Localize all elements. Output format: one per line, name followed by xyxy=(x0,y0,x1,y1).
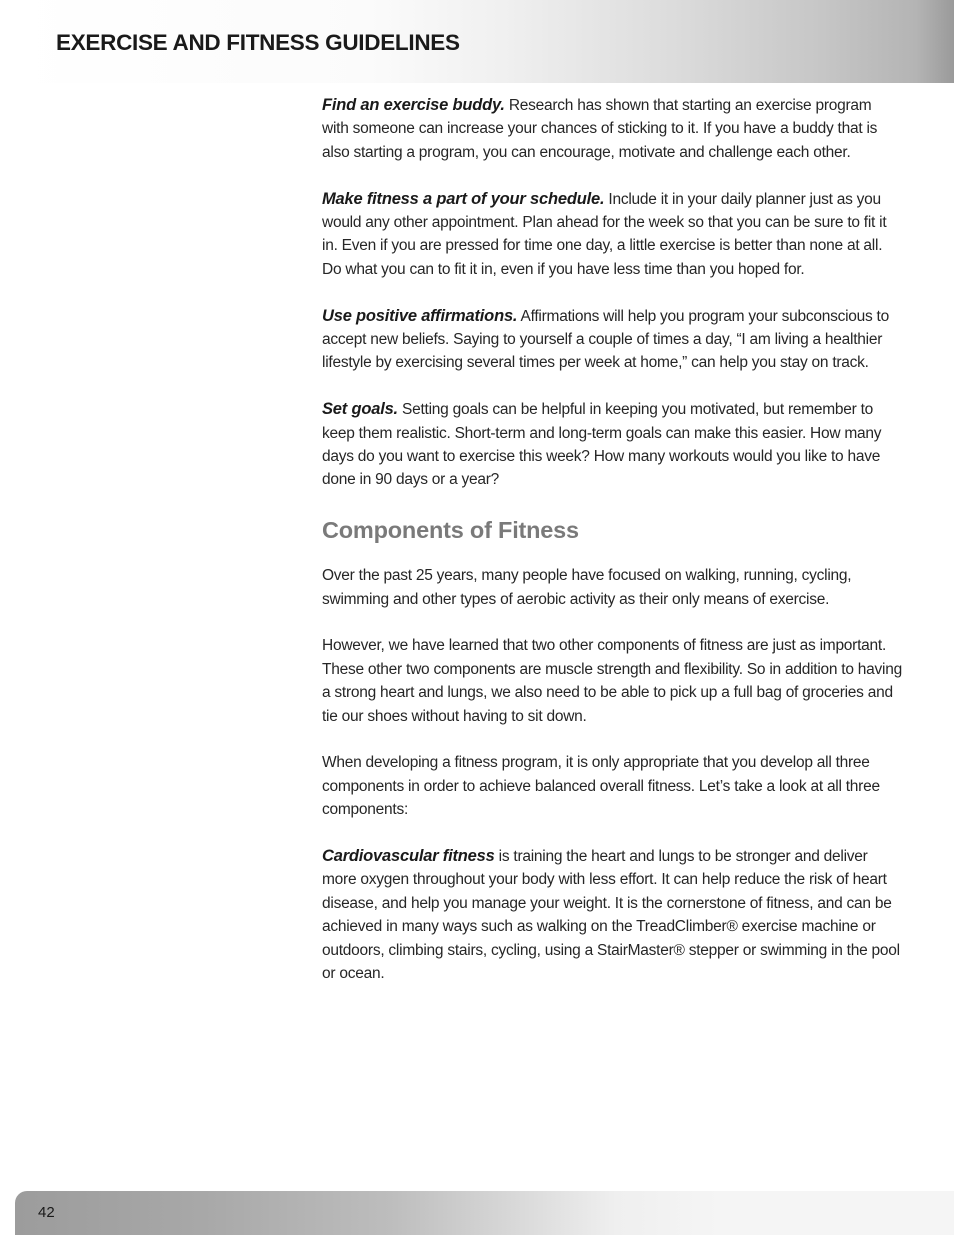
paragraph-text: Include it in your daily planner just as you would any other appointment. Plan ahead for the week so that you can be sure to fit it in. Even if you are pressed for time one day, a little exercise is better than none at all. Do what you can to fit it in, even if you have less time than you hoped for. xyxy=(322,190,887,278)
paragraph-exercise-buddy xyxy=(322,94,902,164)
header-bar xyxy=(14,0,954,83)
paragraph-positive-affirmations xyxy=(322,305,902,375)
paragraph-lead: Use positive affirmations. xyxy=(322,306,518,325)
footer-bar xyxy=(15,1191,954,1235)
paragraph-text: is training the heart and lungs to be stronger and deliver more oxygen throughout your body with less effort. It can help reduce the risk of heart disease, and help you manage your weight. It is the cornerstone of fitness, and can be achieved in many ways such as walking on the TreadClimber® exercise machine or outdoors, climbing stairs, cycling, using a StairMaster® stepper or swimming in the pool or ocean. xyxy=(322,848,900,983)
paragraph-components-other: However, we have learned that two other components of fitness are just as important. These other two components are muscle strength and flexibility. So in addition to having a strong heart and lungs, we also need to be able to pick up a full bag of groceries and tie our shoes without having to sit down. xyxy=(322,637,902,725)
paragraph-cardiovascular-fitness xyxy=(322,845,902,985)
paragraph-set-goals xyxy=(322,398,902,492)
paragraph-lead: Find an exercise buddy. xyxy=(322,96,505,114)
page-number: 42 xyxy=(38,1204,55,1221)
paragraph-lead: Cardiovascular fitness xyxy=(322,847,495,866)
paragraph-lead: Set goals. xyxy=(322,400,398,419)
paragraph-fitness-schedule xyxy=(322,188,902,282)
paragraph-text: Research has shown that starting an exercise program with someone can increase your chances of sticking to it. If you have a buddy that is also starting a program, you can encourage, motivate and challenge each other. xyxy=(322,97,878,161)
paragraph-lead: Make fitness a part of your schedule. xyxy=(322,189,605,208)
paragraph-text: Setting goals can be helpful in keeping you motivated, but remember to keep them realistic. Short-term and long-term goals can make this easier. How many days do you want to exercise this week? How many workouts would you like to have done in 90 days or a year? xyxy=(322,401,882,489)
paragraph-components-intro: Over the past 25 years, many people have focused on walking, running, cycling, swimming and other types of aerobic activity as their only means of exercise. xyxy=(322,567,852,608)
paragraph-components-develop: When developing a fitness program, it is only appropriate that you develop all three components in order to achieve balanced overall fitness. Let’s take a look at all three components: xyxy=(322,754,880,819)
section-heading-components: Components of Fitness xyxy=(322,517,579,544)
page-title: EXERCISE AND FITNESS GUIDELINES xyxy=(56,30,460,55)
main-content xyxy=(322,94,902,1009)
paragraph-text: Affirmations will help you program your subconscious to accept new beliefs. Saying to yourself a couple of times a day, “I am living a healthier lifestyle by exercising several times per week at home,” can help you stay on track. xyxy=(322,307,889,372)
